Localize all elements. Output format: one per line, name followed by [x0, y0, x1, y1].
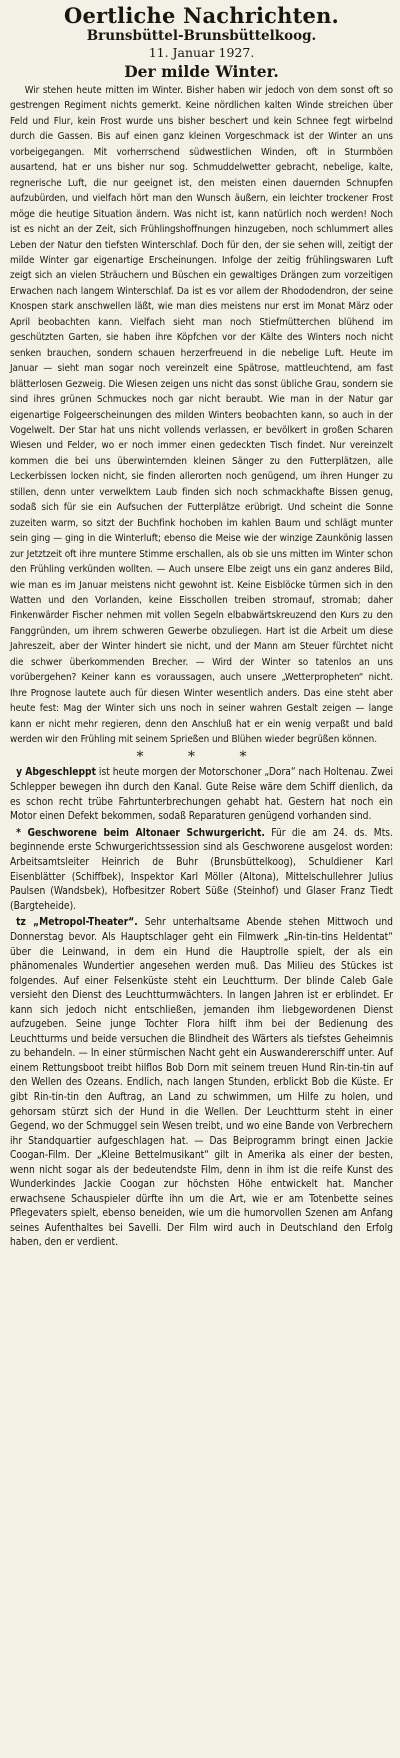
notice-metropol-theater [10, 916, 393, 1251]
notice-towed-schooner [10, 766, 393, 824]
article-title: Der milde Winter. [124, 62, 279, 81]
notice-lead: y Abgeschleppt [16, 767, 96, 779]
article-body: Wir stehen heute mitten im Winter. Bisher haben wir jedoch von dem sonst oft so gestrengen Regiment nichts gemerkt. Keine nördlichen kalten Winde streichen über Feld und Flur, kein Frost wurde uns bisher beschert und kein Schnee fegt wirbelnd durch die Gassen. Bis auf einen ganz kleinen Vorgeschmack ist der Winter an uns vorbeigegangen. Mit vorherrschend südwestlichen Winden, oft in Sturmböen ausartend, hat er uns bisher nur sog. Schmuddelwetter gebracht, nebelige, kalte, regnerische Luft, die nur geeignet ist, den meisten einen dauernden Schnupfen aufzubürden, und vielfach hört man den Wunsch äußern, ein leichter trockener Frost möge die heutige Situation ändern. Was nicht ist, kann natürlich noch werden! Noch ist es nicht an der Zeit, sich Frühlingshoffnungen hinzugeben, noch schlummert alles Leben der Natur den tiefsten Winterschlaf. Doch für den, der sie sehen will, zeitigt der milde Winter gar eigenartige Erscheinungen. Infolge der zeitig frühlingswaren Luft zeigt sich an vielen Sträuchern und Büschen ein gewaltiges Drängen zum vorzeitigen Erwachen nach langem Winterschlaf. Da ist es vor allem der Rhododendron, der seine Knospen stark anschwellen läßt, wie man dies meistens nur erst im Monat März oder April beobachten kann. Vielfach sieht man noch Stiefmütterchen blühend im geschützten Garten, sie haben ihre Köpfchen vor der Kälte des Winters noch nicht senken brauchen, sondern schauen herzerfreuend in die nebelige Luft. Heute im Januar — sieht man sogar noch vereinzelt eine Spätrose, mattleuchtend, am fast blätterlosen Gezweig. Die Wiesen zeigen uns nicht das sonst übliche Grau, sondern sie sind ihres grünen Schmuckes noch gar nicht beraubt. Wie man in der Natur gar eigenartige Folgeerscheinungen des milden Winters beobachten kann, so auch in der Vogelwelt. Der Star hat uns nicht vollends verlassen, er bevölkert in großen Scharen Wiesen und Felder, wo er noch immer einen gedeckten Tisch findet. Nur vereinzelt kommen die bei uns überwinternden kleinen Sänger zu den Futterplätzen, alle Leckerbissen locken nicht, sie finden allerorten noch genügend, um ihren Hunger zu stillen, denn unter verwelktem Laub finden sich noch schmackhafte Bissen genug, sodaß sich für sie ein Aufsuchen der Futterplätze erübrigt. Und scheint die Sonne zuzeiten warm, so sitzt der Buchfink hochoben im kahlen Baum und schlägt munter sein ging — ging in die Winterluft; ebenso die Meise wie der winzige Zaunkönig lassen zur Jetztzeit oft ihre muntere Stimme erschallen, als ob sie uns mitten im Winter schon den Frühling verkünden wollten. — Auch unsere Elbe zeigt uns ein ganz anderes Bild, wie man es im Januar meistens nicht gewohnt ist. Keine Eisblöcke türmen sich in den Watten und den Vorlanden, keine Eisschollen treiben stromauf, stromab; daher Finkenwärder Fischer nehmen mit vollen Segeln elbabwärtskreuzend den Kurs zu den Fanggründen, um ihrem schweren Gewerbe obzuliegen. Hart ist die Arbeit um diese Jahreszeit, aber der Winter hindert sie nicht, und der Mann am Steuer fürchtet nicht die schwer überkommenden Brecher. — Wird der Winter so tatenlos an uns vorübergehen? Keiner kann es voraussagen, auch unsere „Wetterpropheten“ nicht. Ihre Prognose lautete auch für diesen Winter wesentlich anders. Das eine steht aber heute fest: Mag der Winter sich uns noch in seiner wahren Gestalt zeigen — lange kann er nicht mehr regieren, denn den Anschluß hat er ein wenig verpaßt und bald werden wir den Frühling mit seinem Sprießen und Blühen wieder begrüßen können. [10, 85, 393, 746]
notice-jurors [10, 827, 393, 915]
notice-body: ist heute morgen der Motorschoner „Dora“ nach Holtenau. Zwei Schlepper bewegen ihn durch den Kanal. Gute Reise wäre dem Schiff dienlich, da es schon recht trübe Fahrtunterbrechungen gehabt hat. Gestern hat noch ein Motor einen Defekt bekommen, sodaß Reparaturen genügend vorhanden sind. [10, 767, 394, 823]
section-divider-asterisks: * * * [136, 749, 267, 766]
notice-body: Sehr unterhaltsame Abende stehen Mittwoch und Donnerstag bevor. Als Hauptschlager geht ein Filmwerk „Rin-tin-tins Heldentat“ über die Leinwand, in dem ein Hund die Hauptrolle spielt, der als ein phänomenales Wundertier angesehen werden muß. Das Milieu des Stückes ist folgendes. Auf einer Felsenküste steht ein Leuchtturm. Der blinde Caleb Gale versieht den Dienst des Leuchtturmwächters. In langen Jahren ist er erblindet. Er kann sich jedoch nicht entschließen, jemanden ihm liebgewordenen Dienst aufzugeben. Seine junge Tochter Flora hilft ihm bei der Bedienung des Leuchtturms und beide versuchen die Blindheit des Wärters als tiefstes Geheimnis zu behandeln. — In einer stürmischen Nacht geht ein Auswandererschiff unter. Auf einem Rettungsboot treibt hilflos Bob Dorn mit seinem treuen Hund Rin-tin-tin auf den Wellen des Ozeans. Endlich, nach langen Stunden, erblickt Bob die Küste. Er gibt Rin-tin-tin den Auftrag, an Land zu schwimmen, um Hilfe zu holen, und gehorsam stürzt sich der Hund in die Wellen. Der Leuchtturm steht in einer Gegend, wo der Schmuggel sein Wesen treibt, und wo eine Bande von Verbrechern ihr Standquartier aufgeschlagen hat. — Das Beiprogramm bringt einen Jackie Coogan-Film. Der „Kleine Bettelmusikant“ gilt in Amerika als einer der besten, wenn nicht sogar als der bedeutendste Film, denn in ihm ist die reife Kunst des Wunderkindes Jackie Coogan zur höchsten Höhe entwickelt hat. Mancher erwachsene Schauspieler dürfte ihn um die Art, wie er am Totenbette seines Pflegevaters spielt, ebenso beneiden, wie um die humorvollen Szenen am Anfang seines Aufenthaltes bei Savelli. Der Film wird auch in Deutschland den Erfolg haben, den er verdient. [10, 917, 393, 1249]
notice-body: Für die am 24. ds. Mts. beginnende erste Schwurgerichtssession sind als Geschworene ausgelost worden: Arbeitsamtsleiter Heinrich de Buhr (Brunsbüttelkoog), Schuldiener Karl Eisenblätter (Schiffbek), Inspektor Karl Möller (Altona), Mittelschullehrer Julius Paulsen (Wandsbek), Hofbesitzer Robert Süße (Steinhof) und Glaser Franz Tiedt (Bargteheide). [10, 827, 393, 912]
notice-lead: tz „Metropol-Theater“. [16, 917, 138, 929]
section-masthead: Oertliche Nachrichten. [63, 3, 340, 28]
place-line: Brunsbüttel-Brunsbüttelkoog. [86, 28, 317, 44]
date-line: 11. Januar 1927. [148, 45, 255, 60]
article-mild-winter [10, 62, 393, 747]
notice-lead: * Geschworene beim Altonaer Schwurgericht. [16, 827, 265, 839]
